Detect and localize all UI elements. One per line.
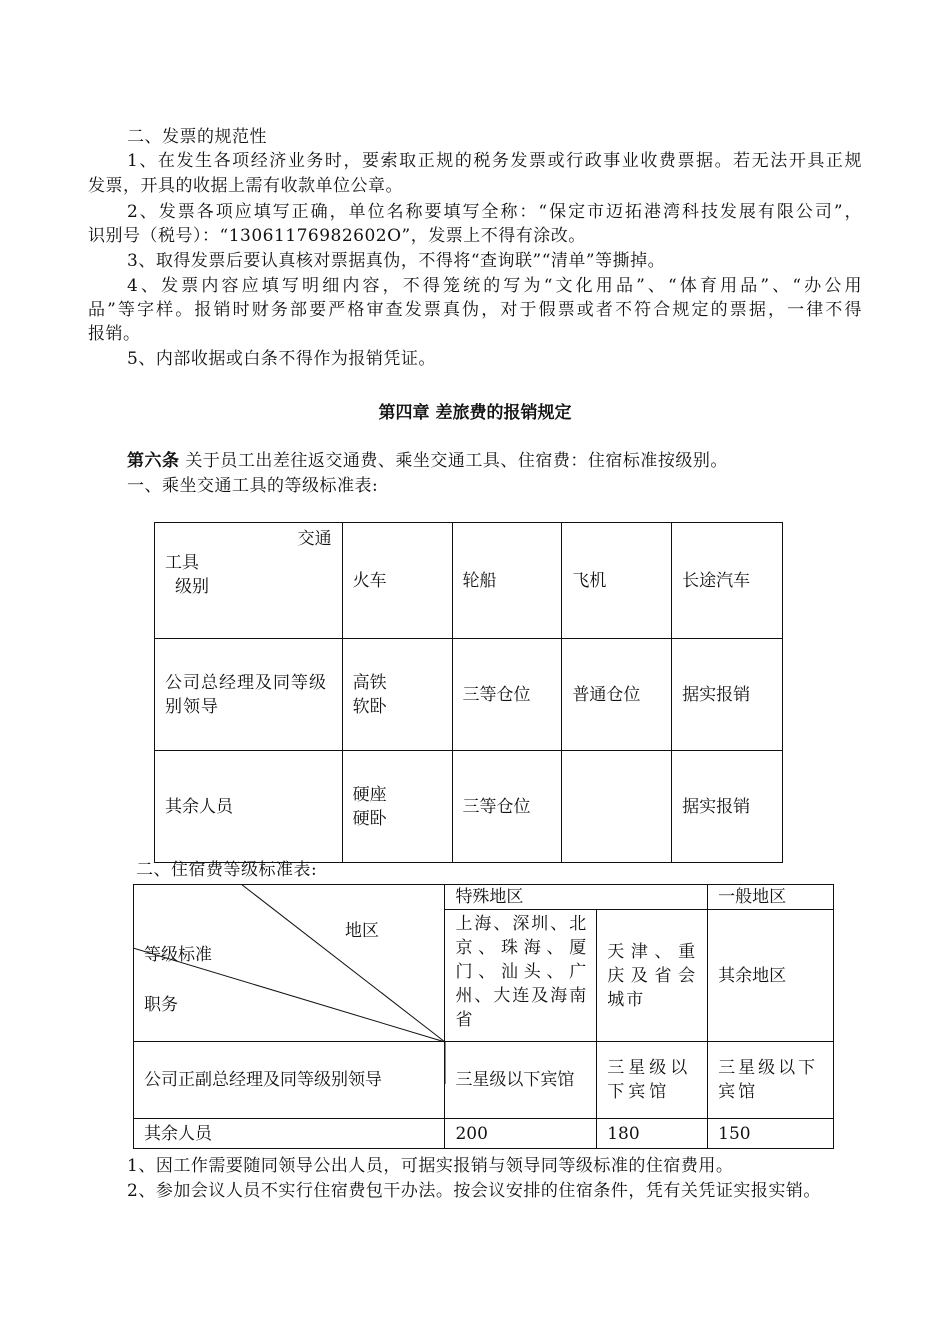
ship-cell: 三等仓位 (452, 751, 562, 863)
train-option-2: 软卧 (352, 696, 387, 717)
corner-transport-label: 交通 (297, 529, 332, 549)
lodging-table-caption: 二、住宿费等级标准表: (136, 860, 318, 880)
diagonal-line-2 (133, 948, 445, 1042)
ship-cell: 三等仓位 (452, 639, 562, 751)
bus-cell: 据实报销 (672, 751, 783, 863)
region-c-cell: 其余地区 (708, 910, 834, 1042)
section-heading-invoice: 二、发票的规范性 (127, 127, 267, 147)
rate-b-cell: 三星级以下宾馆 (597, 1042, 708, 1119)
article-text: 关于员工出差往返交通费、乘坐交通工具、住宿费：住宿标准按级别。 (179, 451, 728, 471)
invoice-item-5: 5、内部收据或白条不得作为报销凭证。 (127, 349, 436, 369)
region-b-cell: 天津、重庆及省会城市 (597, 910, 708, 1042)
corner-standard-label: 等级标准 (144, 945, 212, 965)
header-train: 火车 (342, 523, 452, 639)
article-label: 第六条 (127, 451, 180, 471)
lodging-table-wrapper (133, 884, 834, 1148)
invoice-item-4-line-3: 报销。 (88, 324, 141, 344)
table-row (155, 639, 783, 751)
region-a-cell: 上海、深圳、北京、珠海、厦门、汕头、广州、大连及海南省 (445, 910, 597, 1042)
rate-c-cell: 三星级以下宾馆 (708, 1042, 834, 1119)
note-2: 2、参加会议人员不实行住宿费包干办法。按会议安排的住宿条件，凭有关凭证实报实销。 (127, 1181, 821, 1201)
table-row (155, 523, 783, 639)
special-region-header: 特殊地区 (445, 885, 708, 910)
train-option-2: 硬卧 (352, 808, 387, 829)
plane-cell (562, 751, 672, 863)
corner-tool-label: 工具 (165, 553, 199, 573)
general-region-header: 一般地区 (708, 885, 834, 910)
invoice-item-4-line-1: 4、发票内容应填写明细内容，不得笼统的写为“文化用品”、“体育用品”、“办公用 (127, 276, 862, 296)
train-option-1: 高铁 (352, 672, 387, 693)
article-six (127, 449, 728, 473)
duty-cell: 公司正副总经理及同等级别领导 (134, 1042, 445, 1119)
train-cell (342, 639, 452, 751)
duty-cell: 其余人员 (134, 1119, 445, 1149)
diagonal-line-1 (241, 884, 445, 1042)
header-ship: 轮船 (452, 523, 562, 639)
transport-corner-cell (155, 523, 343, 639)
chapter-title: 第四章 差旅费的报销规定 (378, 403, 572, 423)
plane-cell: 普通仓位 (562, 639, 672, 751)
level-cell: 公司总经理及同等级别领导 (155, 639, 343, 751)
invoice-item-1-line-1: 1、在发生各项经济业务时，要索取正规的税务发票或行政事业收费票据。若无法开具正规 (127, 151, 862, 171)
rate-a-cell: 200 (445, 1119, 597, 1149)
header-plane: 飞机 (562, 523, 672, 639)
transport-table-caption: 一、乘坐交通工具的等级标准表: (127, 476, 379, 496)
invoice-item-1-line-2: 发票，开具的收据上需有收款单位公章。 (88, 176, 403, 196)
table-row (134, 1119, 834, 1149)
train-option-1: 硬座 (352, 784, 387, 805)
header-bus: 长途汽车 (672, 523, 783, 639)
corner-level-label: 级别 (175, 577, 209, 597)
rate-b-cell: 180 (597, 1119, 708, 1149)
level-cell: 其余人员 (155, 751, 343, 863)
train-cell (342, 751, 452, 863)
note-1: 1、因工作需要随同领导公出人员，可据实报销与领导同等级标准的住宿费用。 (127, 1156, 734, 1176)
transport-table (154, 522, 783, 863)
corner-region-label: 地区 (345, 921, 379, 941)
invoice-item-2-line-1: 2、发票各项应填写正确，单位名称要填写全称：“保定市迈拓港湾科技发展有限公司”， (127, 202, 862, 222)
bus-cell: 据实报销 (672, 639, 783, 751)
invoice-item-2-line-2: 识别号（税号）：“13061176982602O”，发票上不得有涂改。 (88, 226, 586, 246)
rate-a-cell: 三星级以下宾馆 (445, 1042, 597, 1119)
table-row (155, 751, 783, 863)
corner-diagonal-lines (133, 884, 463, 1094)
invoice-item-3: 3、取得发票后要认真核对票据真伪，不得将“查询联”“清单”等撕掉。 (127, 251, 666, 271)
invoice-item-4-line-2: 品”等字样。报销时财务部要严格审查发票真伪，对于假票或者不符合规定的票据，一律不得 (88, 300, 862, 320)
rate-c-cell: 150 (708, 1119, 834, 1149)
corner-duty-label: 职务 (144, 995, 178, 1015)
